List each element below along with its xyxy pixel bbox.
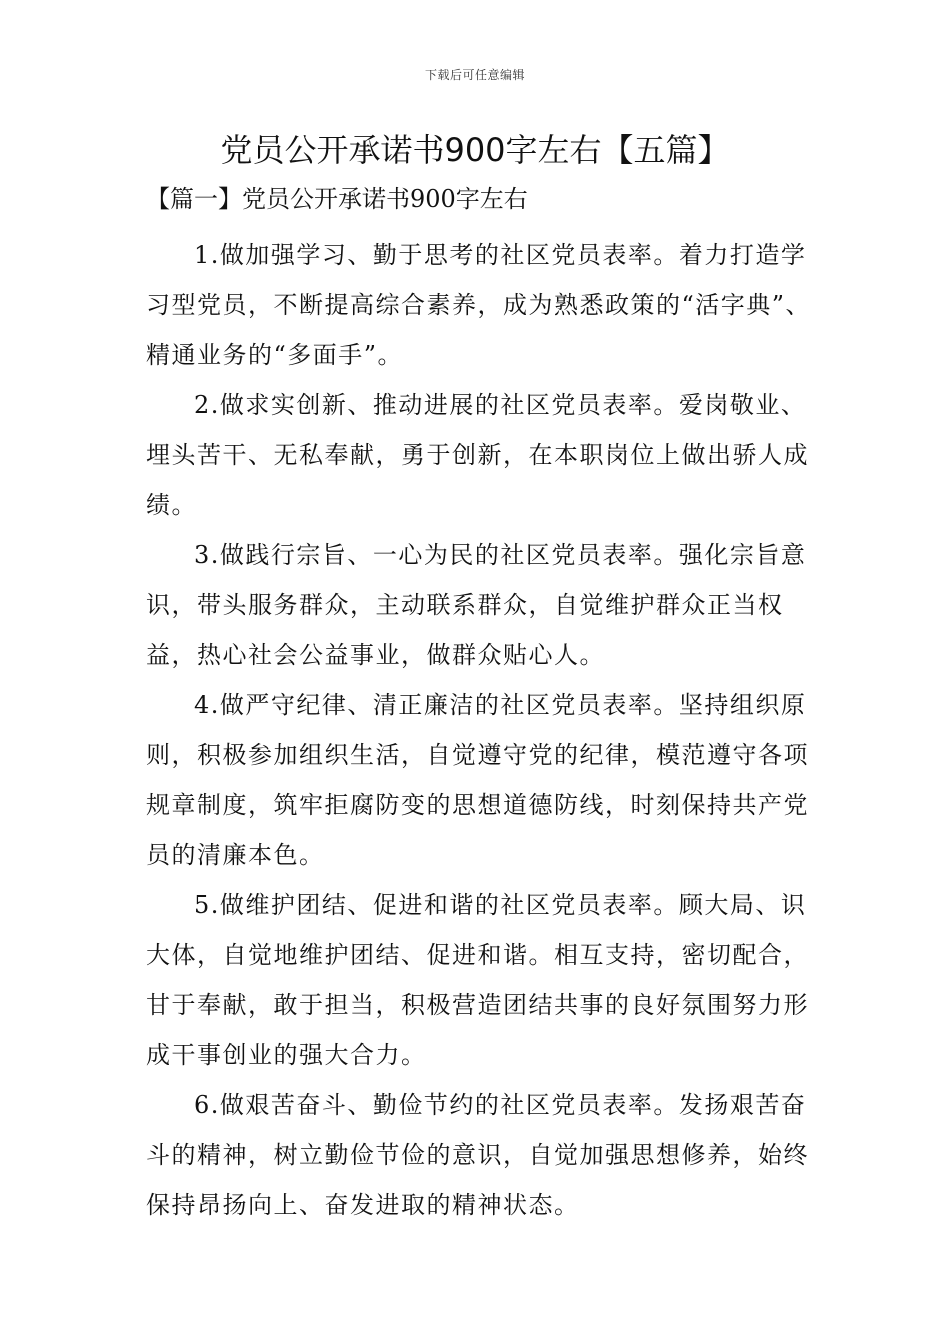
paragraph-2: 2.做求实创新、推动进展的社区党员表率。爱岗敬业、埋头苦干、无私奉献，勇于创新，在本职岗位上做出骄人成绩。 <box>146 391 809 519</box>
paragraph-5: 5.做维护团结、促进和谐的社区党员表率。顾大局、识大体，自觉地维护团结、促进和谐。相互支持，密切配合，甘于奉献，敢于担当，积极营造团结共事的良好氛围努力形成干事创业的强大合力。 <box>146 891 809 1069</box>
paragraph-6: 6.做艰苦奋斗、勤俭节约的社区党员表率。发扬艰苦奋斗的精神，树立勤俭节俭的意识，自觉加强思想修养，始终保持昂扬向上、奋发进取的精神状态。 <box>146 1091 809 1219</box>
paragraph-1: 1.做加强学习、勤于思考的社区党员表率。着力打造学习型党员，不断提高综合素养，成为熟悉政策的“活字典”、精通业务的“多面手”。 <box>146 241 812 369</box>
document-body <box>146 230 812 1230</box>
section-heading: 【篇一】党员公开承诺书900字左右 <box>146 185 528 213</box>
paragraph-3: 3.做践行宗旨、一心为民的社区党员表率。强化宗旨意识，带头服务群众，主动联系群众，自觉维护群众正当权益，热心社会公益事业，做群众贴心人。 <box>146 541 807 669</box>
header-note: 下载后可任意编辑 <box>424 68 525 82</box>
document-title: 党员公开承诺书900字左右【五篇】 <box>220 131 730 169</box>
paragraph-4: 4.做严守纪律、清正廉洁的社区党员表率。坚持组织原则，积极参加组织生活，自觉遵守党的纪律，模范遵守各项规章制度，筑牢拒腐防变的思想道德防线，时刻保持共产党员的清廉本色。 <box>146 691 809 869</box>
